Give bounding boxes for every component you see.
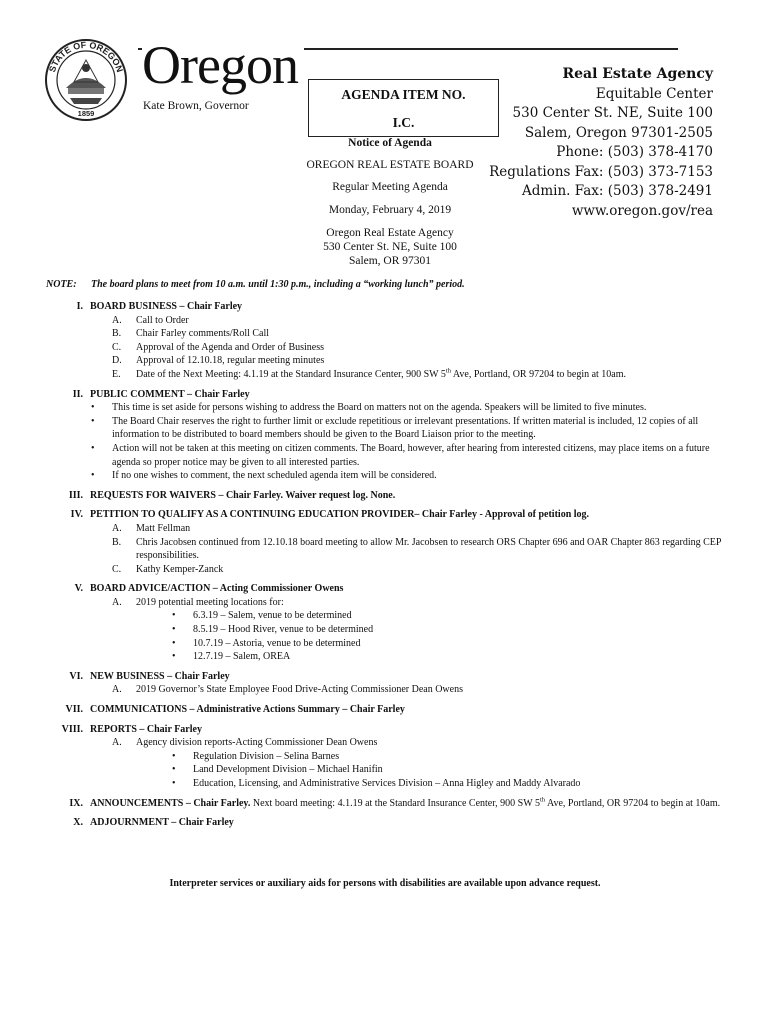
list-item: C. Kathy Kemper-Zanck: [112, 563, 224, 575]
board-name: OREGON REAL ESTATE BOARD: [306, 159, 474, 171]
section-petition-cep: [46, 508, 726, 576]
schedule-note: [46, 279, 465, 290]
agency-contact-block: [489, 65, 713, 221]
agency-line: 530 Center St. NE, Suite 100: [512, 105, 713, 121]
accessibility-notice: Interpreter services or auxiliary aids for persons with disabilities are available upon advance request.: [169, 878, 601, 889]
list-item: • 8.5.19 – Hood River, venue to be determined: [90, 623, 726, 637]
section-number: X.: [73, 817, 83, 829]
agency-phone: Phone: (503) 378-4170: [556, 144, 713, 160]
list-item: • Regulation Division – Selina Barnes: [90, 750, 726, 764]
list-item: • This time is set aside for persons wishing to address the Board on matters not on the agenda. Speakers will be limited to five minutes.: [90, 401, 726, 415]
section-title: PETITION TO QUALIFY AS A CONTINUING EDUCATION PROVIDER– Chair Farley - Approval of petition log.: [90, 509, 590, 521]
section-announcements: [46, 797, 726, 811]
agency-line: Salem, Oregon 97301-2505: [524, 124, 713, 141]
seal-year: 1859: [77, 109, 95, 118]
section-title: REPORTS – Chair Farley: [90, 723, 202, 735]
list-item: B. Chair Farley comments/Roll Call: [112, 328, 270, 340]
section-title: PUBLIC COMMENT – Chair Farley: [90, 388, 250, 400]
section-title: ANNOUNCEMENTS – Chair Farley. Next board meeting: 4.1.19 at the Standard Insurance Center, 900 SW 5th Ave, Portland, OR 97204 to begin at 10am.: [90, 796, 721, 809]
meeting-type: Regular Meeting Agenda: [332, 181, 448, 193]
section-number: I.: [76, 301, 83, 312]
governor-name: Kate Brown, Governor: [143, 100, 249, 112]
seal-top-text: STATE OF OREGON: [47, 39, 125, 74]
list-item: • Education, Licensing, and Administrative Services Division – Anna Higley and Maddy Alvarado: [90, 777, 726, 791]
section-title: NEW BUSINESS – Chair Farley: [90, 670, 230, 682]
section-requests-for-waivers: [46, 489, 726, 503]
agency-name: Real Estate Agency: [562, 66, 713, 82]
section-title: BOARD ADVICE/ACTION – Acting Commissioner Owens: [90, 583, 344, 595]
agenda-item-box: [308, 79, 499, 137]
section-number: III.: [68, 489, 83, 501]
section-number: IV.: [70, 509, 83, 521]
list-item: A. Matt Fellman: [112, 522, 191, 534]
section-number: VIII.: [61, 723, 83, 735]
list-item: • If no one wishes to comment, the next scheduled agenda item will be considered.: [90, 469, 726, 483]
location-line: Salem, OR 97301: [348, 255, 432, 267]
list-item: A. Agency division reports-Acting Commissioner Dean Owens: [112, 737, 378, 749]
section-number: VI.: [69, 670, 83, 682]
list-item: • Land Development Division – Michael Hanifin: [90, 763, 726, 777]
section-board-advice-action: [46, 582, 726, 664]
section-title: REQUESTS FOR WAIVERS – Chair Farley. Waiver request log. None.: [90, 489, 396, 501]
list-item: • 6.3.19 – Salem, venue to be determined: [90, 609, 726, 623]
list-item: E. Date of the Next Meeting: 4.1.19 at the Standard Insurance Center, 900 SW 5th Ave, Portland, OR 97204 to begin at 10am.: [112, 367, 627, 380]
location-line: Oregon Real Estate Agency: [326, 227, 454, 239]
section-number: VII.: [65, 704, 83, 716]
list-item: A. Call to Order: [112, 314, 189, 326]
list-item: • Action will not be taken at this meeting on citizen comments. The Board, however, after hearing from interested citizens, may place items on a future agenda so proper notice may be given to all interested parties.: [90, 442, 726, 469]
list-item: • 10.7.19 – Astoria, venue to be determined: [90, 637, 726, 651]
section-number: V.: [74, 583, 83, 595]
agency-line: Equitable Center: [595, 85, 713, 102]
section-title: BOARD BUSINESS – Chair Farley: [90, 301, 243, 312]
agency-website-link[interactable]: www.oregon.gov/rea: [571, 202, 713, 219]
section-public-comment: [46, 388, 726, 483]
list-item: D. Approval of 12.10.18, regular meeting minutes: [112, 355, 325, 367]
location-line: 530 Center St. NE, Suite 100: [323, 241, 457, 253]
agency-fax-admin: Admin. Fax: (503) 378-2491: [521, 183, 713, 199]
section-number: IX.: [69, 797, 83, 809]
agency-fax-regulations: Regulations Fax: (503) 373-7153: [489, 163, 713, 180]
section-communications: [46, 703, 726, 717]
section-reports: [46, 723, 726, 791]
oregon-logo-wordmark: Oregon: [142, 38, 304, 92]
section-title: COMMUNICATIONS – Administrative Actions Summary – Chair Farley: [90, 704, 405, 716]
section-number: II.: [72, 388, 83, 400]
note-label: NOTE:: [46, 279, 77, 290]
agenda-item-number: I.C.: [392, 115, 415, 130]
list-item: C. Approval of the Agenda and Order of Business: [112, 341, 325, 353]
list-item: • The Board Chair reserves the right to further limit or exclude repetitious or irrelevant presentations. If written material is included, 12 copies of all information to be distributed to board members should be given to the Board Liaison prior to the meeting.: [90, 415, 726, 442]
list-item: • 12.7.19 – Salem, OREA: [90, 650, 726, 664]
section-adjournment: [46, 816, 726, 830]
section-title: ADJOURNMENT – Chair Farley: [90, 817, 234, 829]
agenda-sections: [46, 300, 726, 836]
note-text: The board plans to meet from 10 a.m. until 1:30 p.m., including a “working lunch” period.: [91, 279, 465, 290]
notice-title: Notice of Agenda: [348, 137, 432, 149]
meeting-location: [260, 226, 520, 268]
agenda-item-label: AGENDA ITEM NO.: [341, 87, 466, 102]
list-item: A. 2019 potential meeting locations for:: [112, 596, 284, 608]
state-seal-logo: [44, 38, 128, 122]
list-item: A. 2019 Governor’s State Employee Food Drive-Acting Commissioner Dean Owens: [112, 684, 463, 696]
section-new-business: [46, 670, 726, 697]
section-board-business: [46, 300, 726, 382]
meeting-date: Monday, February 4, 2019: [328, 204, 452, 216]
list-item: B. Chris Jacobsen continued from 12.10.18 board meeting to allow Mr. Jacobsen to research ORS Chapter 696 and OAR Chapter 863 regarding CEP responsibilities.: [112, 536, 722, 562]
